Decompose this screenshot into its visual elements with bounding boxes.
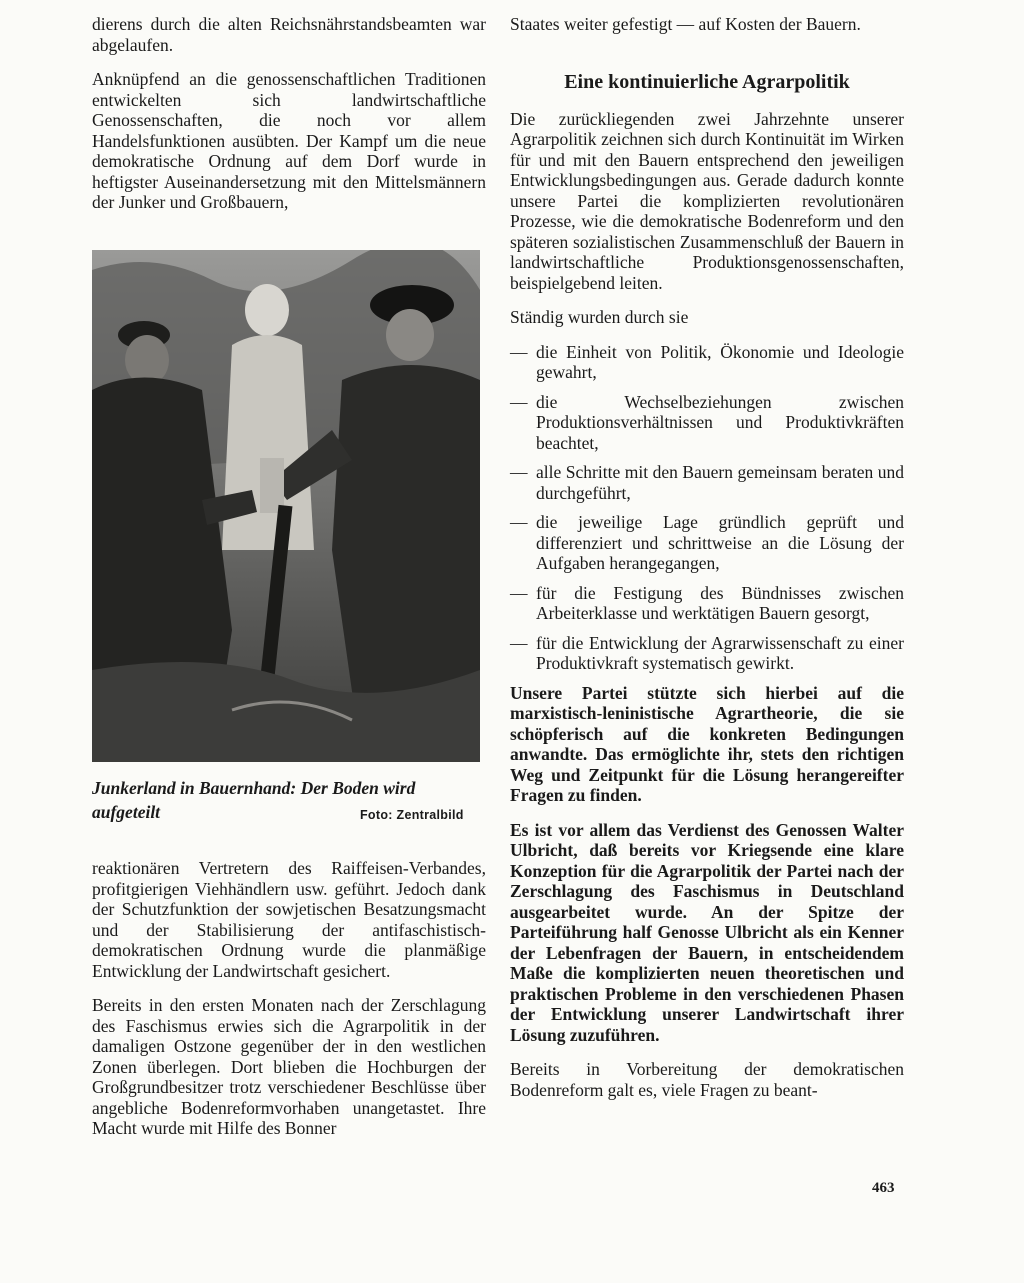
list-item: — für die Festigung des Bündnisses zwischen Arbeiterklasse und werktätigen Bauern gesorgt,	[510, 582, 904, 623]
dash-list	[510, 342, 904, 674]
list-item: — für die Entwicklung der Agrarwissenschaft zu einer Produktivkraft systematisch gewirkt.	[510, 632, 904, 673]
dash-bullet: —	[510, 391, 528, 412]
photo-land-reform	[92, 250, 480, 762]
right-column	[510, 14, 904, 1100]
dash-bullet: —	[510, 632, 528, 653]
page-number: 463	[872, 1180, 895, 1196]
paragraph: reaktionären Vertretern des Raiffeisen-Verbandes, profitgierigen Viehhändlern usw. geführt. Jedoch dank der Schutzfunktion der sowjetischen Besatzungsmacht und der Stabilisierung der antifaschistisch-demokratischen Ordnung wurde die planmäßige Entwicklung der Landwirtschaft gesichert.	[92, 858, 486, 981]
paragraph: Anknüpfend an die genossenschaftlichen Traditionen entwickelten sich landwirtschaftliche Genossenschaften, die noch vor allem Handelsfunktionen ausübten. Der Kampf um die neue demokratische Ordnung auf dem Dorf wurde in heftigster Auseinandersetzung mit den Mittelsmännern der Junker und Großbauern,	[92, 69, 486, 212]
paragraph: Unsere Partei stützte sich hierbei auf die marxistisch-leninistische Agrartheorie, die sie schöpferisch auf die konkreten Bedingungen anwandte. Das ermöglichte ihr, stets den richtigen Weg und Zeitpunkt für die Lösung herangereifter Fragen zu finden.	[510, 682, 904, 805]
paragraph: dierens durch die alten Reichsnährstandsbeamten war abgelaufen.	[92, 14, 486, 55]
left-column-bottom	[92, 858, 486, 1139]
paragraph: Bereits in Vorbereitung der demokratischen Bodenreform galt es, viele Fragen zu beant-	[510, 1059, 904, 1100]
left-column-top	[92, 14, 486, 213]
paragraph: Die zurückliegenden zwei Jahrzehnte unserer Agrarpolitik zeichnen sich durch Kontinuität im Wirken für und mit den Bauern entsprechend den jeweiligen Entwicklungsbedingungen aus. Gerade dadurch konnte unsere Partei die komplizierten revolutionären Prozesse, wie die demokratische Bodenreform und den späteren sozialistischen Zusammenschluß der Bauern in landwirtschaftliche Produktionsgenossenschaften, beispielgebend leiten.	[510, 108, 904, 293]
paragraph: Es ist vor allem das Verdienst des Genossen Walter Ulbricht, daß bereits vor Kriegsende eine klare Konzeption für die Agrarpolitik der Partei nach der Zerschlagung des Faschismus in Deutschland ausgearbeitet wurde. An der Spitze der Parteiführung half Genosse Ulbricht als ein Kenner der Lebenfragen der Bauern, in entscheidendem Maße die komplizierten neuen theoretischen und praktischen Probleme in den verschiedenen Phasen der Entwicklung unserer Landwirtschaft ihrer Lösung zuzuführen.	[510, 819, 904, 1045]
list-lead: Ständig wurden durch sie	[510, 307, 689, 327]
dash-bullet: —	[510, 582, 528, 603]
photo-caption: Junkerland in Bauernhand: Der Boden wird aufgeteilt	[92, 778, 416, 822]
list-item: — die Wechselbeziehungen zwischen Produktionsverhältnissen und Produktivkräften beachtet,	[510, 391, 904, 453]
dash-bullet: —	[510, 512, 528, 532]
list-item: — die jeweilige Lage gründlich geprüft und differenziert und schrittweise an die Lösung der Aufgaben herangegangen,	[510, 512, 904, 573]
list-item: — die Einheit von Politik, Ökonomie und Ideologie gewahrt,	[510, 341, 904, 382]
paragraph: Bereits in den ersten Monaten nach der Zerschlagung des Faschismus erwies sich die Agrarpolitik in der damaligen Ostzone gegenüber der in den westlichen Zonen überlegen. Dort blieben die Hochburgen der Großgrundbesitzer trotz verschiedener Beschlüsse über angebliche Bodenreformvorhaben unangetastet. Ihre Macht wurde mit Hilfe des Bonner	[92, 995, 486, 1138]
section-heading: Eine kontinuierliche Agrarpolitik	[564, 70, 850, 93]
photo-credit: Foto: Zentralbild	[360, 808, 464, 822]
photo-image	[92, 250, 480, 762]
paragraph: Staates weiter gefestigt — auf Kosten der Bauern.	[510, 14, 861, 34]
dash-bullet: —	[510, 462, 528, 482]
dash-bullet: —	[510, 341, 528, 362]
list-item: — alle Schritte mit den Bauern gemeinsam beraten und durchgeführt,	[510, 462, 904, 503]
